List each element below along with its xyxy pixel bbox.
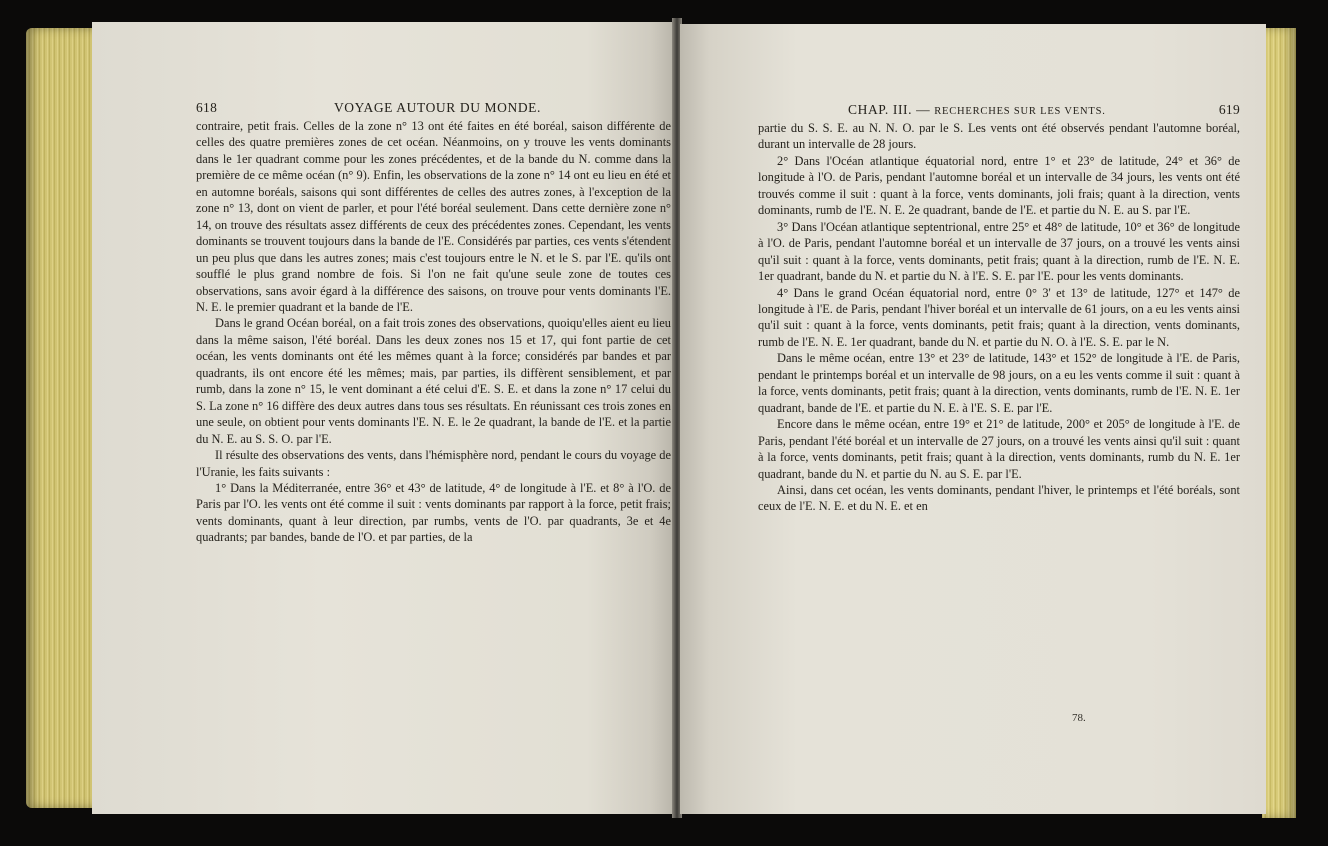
right-page	[680, 24, 1266, 814]
paragraph: 1° Dans la Méditerranée, entre 36° et 43° de latitude, 4° de longitude à l'E. et 8° à l'O. de Paris par l'O. les vents ont été comme il suit : vents dominants par rapport à la force, petit frais; vents dominants, quant à leur direction, par rumbs, vents de l'O. par quadrants, 3e et 4e quadrants; par bandes, bande de l'O. et par parties, de la	[196, 480, 671, 545]
right-page-body	[758, 120, 1240, 515]
paragraph: Dans le même océan, entre 13° et 23° de latitude, 143° et 152° de longitude à l'E. de Paris, pendant le printemps boréal et un intervalle de 98 jours, on a eu les vents comme il suit : quant à la force, vents dominants, petit frais; quant à la direction, vents dominants, rumb de l'E. N. E. 1er quadrant, bande de l'E. et partie du N. E. à l'E. S. E. par l'E.	[758, 351, 1240, 415]
paragraph: 4° Dans le grand Océan équatorial nord, entre 0° 3' et 13° de latitude, 127° et 147° de longitude à l'E. de Paris, pendant l'hiver boréal et un intervalle de 61 jours, on a eu les vents ainsi qu'il suit : quant à la force, vents dominants, petit frais; quant à la direction, vents dominants, rumb de l'E. N. E. 1er quadrant, bande du N. et partie du N. O. à l'E. S. E. par le N.	[758, 285, 1240, 349]
running-head: VOYAGE AUTOUR DU MONDE.	[333, 100, 541, 115]
page-number: 619	[1218, 102, 1240, 117]
left-page-body	[196, 118, 671, 546]
running-head	[848, 102, 1106, 118]
left-page	[92, 22, 674, 814]
signature-mark: 78.	[1072, 712, 1086, 724]
paragraph: Il résulte des observations des vents, dans l'hémisphère nord, pendant le cours du voyage de l'Uranie, les faits suivants :	[196, 448, 671, 479]
paragraph: contraire, petit frais. Celles de la zone n° 13 ont été faites en été boréal, saison différente de celles des quatre premières zones de cet océan. Néanmoins, on y trouve les vents dominants dans le 1er quadrant comme pour les zones précédentes, et de la bande du N. comme dans la première de ce même océan (n° 9). Enfin, les observations de la zone n° 14 ont eu lieu en été et en automne boréals, saisons qui sont différentes de celles des autres zones, à l'exception de la zone n° 13, dont on vient de parler, et pour l'été boréal seulement. Dans cette dernière zone n° 14, on trouve des résultats assez différents de ceux des précédentes zones. Cependant, les vents dominants se trouvent toujours dans la bande de l'E. Considérés par parties, ces vents s'étendent un peu plus que dans les autres zones; mais c'est toujours entre le N. et le S. par l'E. qu'ils ont soufflé le plus grand nombre de fois. Si l'on ne fait qu'une seule zone de toutes ces observations, sans avoir égard à la différence des saisons, on trouve pour vents dominants l'E. N. E. le premier quadrant et la bande de l'E.	[196, 119, 671, 314]
paragraph: 3° Dans l'Océan atlantique septentrional, entre 25° et 48° de latitude, 10° et 36° de longitude à l'O. de Paris, pendant l'automne boréal et un intervalle de 37 jours, on a trouvé les vents ainsi qu'il suit : quant à la force, vents dominants, petit frais; quant à la direction, rumb de l'E. N. E. 1er quadrant, bande du N. et partie du N. à l'E. S. E. par l'E. pour les vents dominants.	[758, 219, 1240, 284]
left-page-header	[196, 100, 671, 116]
paragraph: Dans le grand Océan boréal, on a fait trois zones des observations, quoiqu'elles aient eu lieu dans la même saison, l'été boréal. Dans les deux zones nos 15 et 17, qui font partie de cet océan, les vents dominants ont été les mêmes quant à la force; considérés par bandes et par quadrants, ils ont encore été les mêmes; mais, par parties, ils diffèrent sensiblement, et par rumb, dans la zone n° 15, le vent dominant a été celui d'E. S. E. et dans la zone n° 17 celui du S. La zone n° 16 diffère des deux autres dans tous ses résultats. En réunissant ces trois zones en une seule, on obtient pour vents dominants l'E. N. E. le 2e quadrant, la bande de l'E. et la partie du N. E. au S. S. O. par l'E.	[196, 316, 671, 446]
running-head-title: RECHERCHES SUR LES VENTS.	[934, 106, 1106, 117]
paragraph: partie du S. S. E. au N. N. O. par le S. Les vents ont été observés pendant l'automne boréal, durant un intervalle de 28 jours.	[758, 121, 1240, 152]
running-head-prefix: CHAP. III. —	[848, 102, 935, 117]
paragraph: Ainsi, dans cet océan, les vents dominants, pendant l'hiver, le printemps et l'été boréals, sont ceux de l'E. N. E. et du N. E. et en	[758, 482, 1240, 514]
page-edges-left	[26, 28, 96, 808]
page-edges-right	[1262, 28, 1296, 818]
page-number: 618	[196, 100, 218, 115]
right-page-header	[758, 102, 1240, 118]
paragraph: 2° Dans l'Océan atlantique équatorial nord, entre 1° et 23° de latitude, 24° et 36° de longitude à l'O. de Paris, pendant l'automne boréal et un intervalle de 34 jours, les vents ont été trouvés comme il suit : quant à la force, vents dominants, joli frais; quant à la direction, vents dominants, rumb de l'E. N. E. 2e quadrant, bande de l'E. et partie du N. E. au S. par l'E.	[758, 153, 1240, 218]
paragraph: Encore dans le même océan, entre 19° et 21° de latitude, 200° et 205° de longitude à l'E. de Paris, pendant l'été boréal et un intervalle de 27 jours, on a trouvé les vents ainsi qu'il suit : quant à la force, vents dominants, petit frais; quant à la direction, vents dominants, rumb du N. E. 1er quadrant, bande du N. et partie du N. au S. E. par l'E.	[758, 417, 1240, 481]
